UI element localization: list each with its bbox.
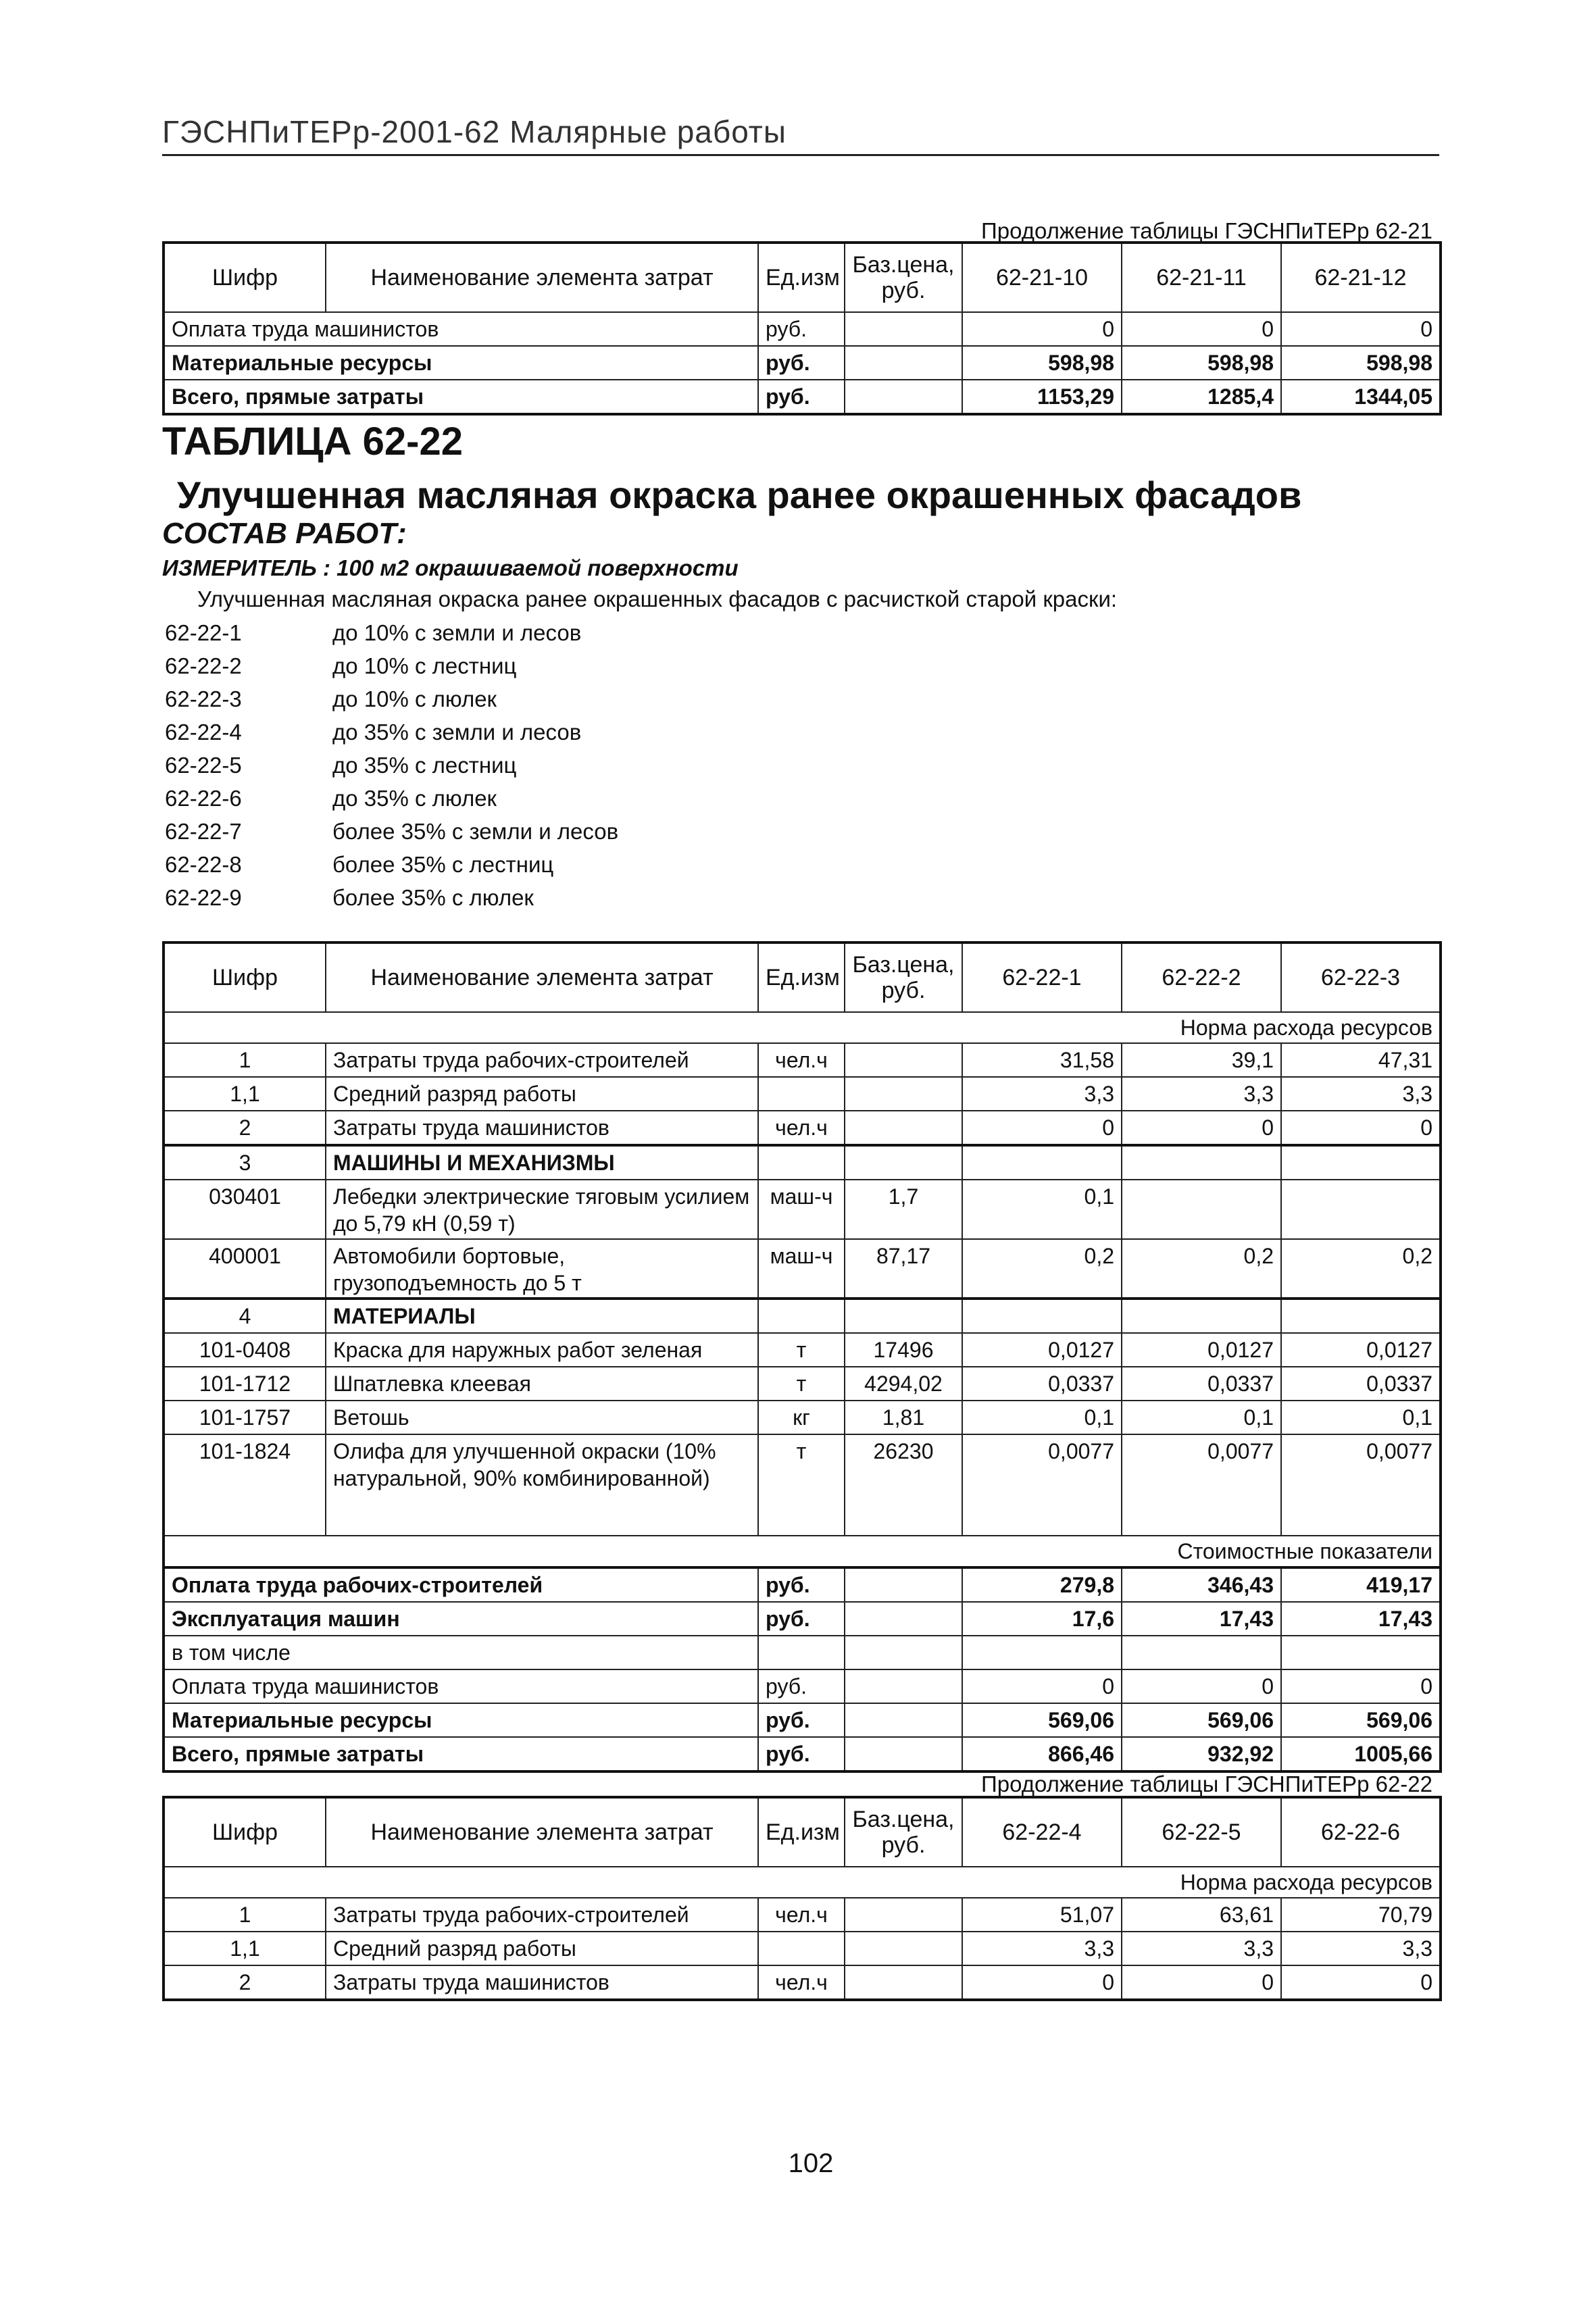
value-cell: 0 [1281,1965,1441,2000]
table-row-section [164,1145,1441,1180]
table-row [164,380,1441,414]
table-row [164,1965,1441,2000]
value-cell: 0,2 [1281,1239,1441,1299]
row-name: Лебедки электрические тяговым усилием до 5,79 кН (0,59 т) [326,1180,758,1239]
table-62-21-continuation [162,241,1442,416]
value-cell [962,1145,1122,1180]
row-code: 1,1 [164,1077,326,1111]
value-cell [1281,1636,1441,1669]
table-row [164,1239,1441,1299]
row-price [845,1898,962,1932]
page-number: 102 [788,2148,834,2178]
value-cell: 0,0337 [1281,1367,1441,1401]
work-desc: более 35% с люлек [332,885,534,910]
table-header-row [164,243,1441,312]
work-code: 62-22-3 [165,686,242,711]
value-cell: 0,1 [1122,1401,1281,1434]
work-composition-label: СОСТАВ РАБОТ: [162,517,407,550]
row-unit: т [758,1434,845,1536]
work-code: 62-22-2 [165,653,242,678]
cost-name: Всего, прямые затраты [164,380,758,414]
value-cell [1281,1180,1441,1239]
row-unit: т [758,1367,845,1401]
work-desc: до 35% с люлек [332,786,497,811]
row-name: Автомобили бортовые, грузоподъемность до 5 т [326,1239,758,1299]
row-name: Олифа для улучшенной окраски (10% натуральной, 90% комбинированной) [326,1434,758,1536]
value-cell: 0 [962,1111,1122,1145]
table-row [164,1669,1441,1703]
table-row [164,1434,1441,1536]
value-cell: 0,0077 [962,1434,1122,1536]
row-name: Затраты труда машинистов [326,1111,758,1145]
cost-name: Эксплуатация машин [164,1602,758,1636]
value-cell: 0,2 [1122,1239,1281,1299]
table-row [164,1333,1441,1367]
cost-name: Оплата труда машинистов [164,312,758,346]
row-unit: кг [758,1401,845,1434]
value-cell: 0 [1122,1669,1281,1703]
col-header-name: Наименование элемента затрат [326,1797,758,1867]
cost-name: Материальные ресурсы [164,346,758,380]
running-header: ГЭСНПиТЕРр-2001-62 Малярные работы [162,114,787,149]
value-cell: 0 [1122,1965,1281,2000]
table-row [164,1077,1441,1111]
work-code: 62-22-6 [165,786,242,811]
value-cell: 0,0127 [1122,1333,1281,1367]
value-cell: 63,61 [1122,1898,1281,1932]
cost-unit: руб. [758,1737,845,1771]
value-cell: 0,1 [962,1401,1122,1434]
cost-base-price [845,1737,962,1771]
value-cell: 419,17 [1281,1567,1441,1602]
value-cell: 70,79 [1281,1898,1441,1932]
value-cell [1122,1145,1281,1180]
work-desc: до 10% с люлек [332,686,497,711]
col-header-unit: Ед.изм [758,243,845,312]
col-header-code-2: 62-22-5 [1122,1797,1281,1867]
row-name: Шпатлевка клеевая [326,1367,758,1401]
work-desc: более 35% с лестниц [332,852,554,877]
table-62-22-main [162,941,1442,1773]
value-cell: 51,07 [962,1898,1122,1932]
value-cell: 569,06 [1281,1703,1441,1737]
row-name: Средний разряд работы [326,1932,758,1965]
value-cell: 17,6 [962,1602,1122,1636]
value-cell: 932,92 [1122,1737,1281,1771]
cost-base-price [845,346,962,380]
value-cell: 1153,29 [962,380,1122,414]
cost-name: Материальные ресурсы [164,1703,758,1737]
row-price: 26230 [845,1434,962,1536]
value-cell: 0,0077 [1122,1434,1281,1536]
cost-unit [758,1636,845,1669]
row-unit [758,1932,845,1965]
continuation-label-62-21: Продолжение таблицы ГЭСНПиТЕРр 62-21 [981,218,1432,243]
row-unit [758,1299,845,1333]
work-code: 62-22-1 [165,620,242,645]
row-price [845,1145,962,1180]
table-title: ТАБЛИЦА 62-22 [162,420,463,463]
table-row [164,346,1441,380]
table-row [164,312,1441,346]
value-cell: 0,2 [962,1239,1122,1299]
cost-name: в том числе [164,1636,758,1669]
value-cell: 0 [1281,1669,1441,1703]
value-cell: 0,1 [962,1180,1122,1239]
value-cell: 31,58 [962,1043,1122,1077]
row-unit: т [758,1333,845,1367]
table-row [164,1567,1441,1602]
cost-name: Всего, прямые затраты [164,1737,758,1771]
col-header-base-price: Баз.цена, руб. [845,1797,962,1867]
col-header-code-1: 62-21-10 [962,243,1122,312]
table-row [164,1367,1441,1401]
value-cell: 0 [962,312,1122,346]
col-header-code-2: 62-21-11 [1122,243,1281,312]
cost-base-price [845,1703,962,1737]
value-cell [1281,1299,1441,1333]
row-name: МАШИНЫ И МЕХАНИЗМЫ [326,1145,758,1180]
cost-name: Оплата труда машинистов [164,1669,758,1703]
row-code: 2 [164,1965,326,2000]
value-cell: 0 [1122,1111,1281,1145]
col-header-name: Наименование элемента затрат [326,942,758,1012]
row-price [845,1965,962,2000]
value-cell: 569,06 [962,1703,1122,1737]
header-rule [162,154,1439,156]
row-unit [758,1145,845,1180]
value-cell: 1285,4 [1122,380,1281,414]
row-code: 3 [164,1145,326,1180]
row-code: 101-0408 [164,1333,326,1367]
table-62-22-continuation [162,1796,1442,2001]
norm-band-label: Норма расхода ресурсов [164,1012,1441,1043]
row-name: Затраты труда рабочих-строителей [326,1898,758,1932]
cost-unit: руб. [758,380,845,414]
table-row [164,1043,1441,1077]
value-cell: 3,3 [1122,1932,1281,1965]
table-row [164,1111,1441,1145]
row-name: Средний разряд работы [326,1077,758,1111]
row-code: 101-1712 [164,1367,326,1401]
work-code: 62-22-8 [165,852,242,877]
value-cell: 0 [962,1965,1122,2000]
table-row [164,1932,1441,1965]
row-price: 87,17 [845,1239,962,1299]
value-cell [1122,1180,1281,1239]
value-cell [1122,1299,1281,1333]
row-code: 1 [164,1898,326,1932]
table-header-row [164,942,1441,1012]
work-code: 62-22-9 [165,885,242,910]
col-header-base-price: Баз.цена, руб. [845,243,962,312]
value-cell: 17,43 [1281,1602,1441,1636]
value-cell: 0,0337 [962,1367,1122,1401]
value-cell: 0,1 [1281,1401,1441,1434]
value-cell: 3,3 [1281,1932,1441,1965]
value-cell: 0,0127 [1281,1333,1441,1367]
cost-unit: руб. [758,346,845,380]
cost-base-price [845,1669,962,1703]
cost-unit: руб. [758,1703,845,1737]
row-unit [758,1077,845,1111]
value-cell: 569,06 [1122,1703,1281,1737]
table-subtitle: Улучшенная масляная окраска ранее окрашенных фасадов [177,474,1302,516]
col-header-code: Шифр [164,942,326,1012]
value-cell: 0 [1122,312,1281,346]
cost-unit: руб. [758,1669,845,1703]
row-price [845,1932,962,1965]
row-price [845,1111,962,1145]
value-cell: 1344,05 [1281,380,1441,414]
work-intro: Улучшенная масляная окраска ранее окрашенных фасадов с расчисткой старой краски: [197,586,1118,611]
value-cell: 3,3 [1122,1077,1281,1111]
table-row [164,1180,1441,1239]
work-desc: до 10% с лестниц [332,653,517,678]
row-price: 1,7 [845,1180,962,1239]
cost-unit: руб. [758,1567,845,1602]
col-header-name: Наименование элемента затрат [326,243,758,312]
table-row [164,1737,1441,1771]
work-desc: более 35% с земли и лесов [332,819,619,844]
cost-base-price [845,1602,962,1636]
continuation-label-62-22: Продолжение таблицы ГЭСНПиТЕРр 62-22 [981,1771,1432,1796]
row-unit: маш-ч [758,1180,845,1239]
row-name: Краска для наружных работ зеленая [326,1333,758,1367]
value-cell: 0 [1281,312,1441,346]
value-cell [1122,1636,1281,1669]
table-row-section [164,1299,1441,1333]
cost-band-row [164,1536,1441,1567]
table-row [164,1602,1441,1636]
value-cell: 0 [962,1669,1122,1703]
cost-base-price [845,380,962,414]
col-header-code-3: 62-22-3 [1281,942,1441,1012]
value-cell [962,1636,1122,1669]
table-row [164,1636,1441,1669]
work-desc: до 35% с лестниц [332,753,517,778]
row-unit: чел.ч [758,1965,845,2000]
value-cell: 39,1 [1122,1043,1281,1077]
row-unit: чел.ч [758,1043,845,1077]
value-cell: 3,3 [1281,1077,1441,1111]
work-desc: до 35% с земли и лесов [332,720,582,745]
cost-unit: руб. [758,1602,845,1636]
col-header-code-1: 62-22-4 [962,1797,1122,1867]
table-header-row [164,1797,1441,1867]
row-price [845,1299,962,1333]
row-code: 101-1824 [164,1434,326,1536]
row-unit: маш-ч [758,1239,845,1299]
measurement-unit: ИЗМЕРИТЕЛЬ : 100 м2 окрашиваемой поверхности [162,555,739,580]
value-cell [1281,1145,1441,1180]
work-code: 62-22-5 [165,753,242,778]
row-price: 17496 [845,1333,962,1367]
cost-unit: руб. [758,312,845,346]
value-cell: 3,3 [962,1077,1122,1111]
cost-band-label: Стоимостные показатели [164,1536,1441,1567]
col-header-code-3: 62-21-12 [1281,243,1441,312]
value-cell: 598,98 [1122,346,1281,380]
col-header-code: Шифр [164,243,326,312]
row-name: Затраты труда рабочих-строителей [326,1043,758,1077]
col-header-code-2: 62-22-2 [1122,942,1281,1012]
value-cell: 17,43 [1122,1602,1281,1636]
row-unit: чел.ч [758,1898,845,1932]
work-desc: до 10% с земли и лесов [332,620,582,645]
col-header-base-price: Баз.цена, руб. [845,942,962,1012]
col-header-unit: Ед.изм [758,1797,845,1867]
norm-band-label: Норма расхода ресурсов [164,1867,1441,1898]
row-price [845,1077,962,1111]
col-header-unit: Ед.изм [758,942,845,1012]
value-cell: 1005,66 [1281,1737,1441,1771]
row-unit: чел.ч [758,1111,845,1145]
value-cell: 0,0077 [1281,1434,1441,1536]
work-code: 62-22-4 [165,720,242,745]
row-price [845,1043,962,1077]
col-header-code-1: 62-22-1 [962,942,1122,1012]
col-header-code-3: 62-22-6 [1281,1797,1441,1867]
row-name: Ветошь [326,1401,758,1434]
norm-band-row [164,1867,1441,1898]
value-cell: 279,8 [962,1567,1122,1602]
work-code: 62-22-7 [165,819,242,844]
value-cell: 0,0337 [1122,1367,1281,1401]
table-row [164,1898,1441,1932]
row-name: МАТЕРИАЛЫ [326,1299,758,1333]
value-cell: 0,0127 [962,1333,1122,1367]
value-cell: 598,98 [1281,346,1441,380]
row-code: 030401 [164,1180,326,1239]
value-cell: 598,98 [962,346,1122,380]
value-cell: 866,46 [962,1737,1122,1771]
table-row [164,1703,1441,1737]
value-cell: 3,3 [962,1932,1122,1965]
value-cell: 346,43 [1122,1567,1281,1602]
row-code: 2 [164,1111,326,1145]
cost-base-price [845,312,962,346]
cost-base-price [845,1636,962,1669]
cost-base-price [845,1567,962,1602]
value-cell [962,1299,1122,1333]
row-code: 1,1 [164,1932,326,1965]
table-row [164,1401,1441,1434]
col-header-code: Шифр [164,1797,326,1867]
row-price: 4294,02 [845,1367,962,1401]
row-code: 400001 [164,1239,326,1299]
row-name: Затраты труда машинистов [326,1965,758,2000]
row-code: 1 [164,1043,326,1077]
value-cell: 0 [1281,1111,1441,1145]
row-price: 1,81 [845,1401,962,1434]
cost-name: Оплата труда рабочих-строителей [164,1567,758,1602]
row-code: 4 [164,1299,326,1333]
norm-band-row [164,1012,1441,1043]
row-code: 101-1757 [164,1401,326,1434]
value-cell: 47,31 [1281,1043,1441,1077]
